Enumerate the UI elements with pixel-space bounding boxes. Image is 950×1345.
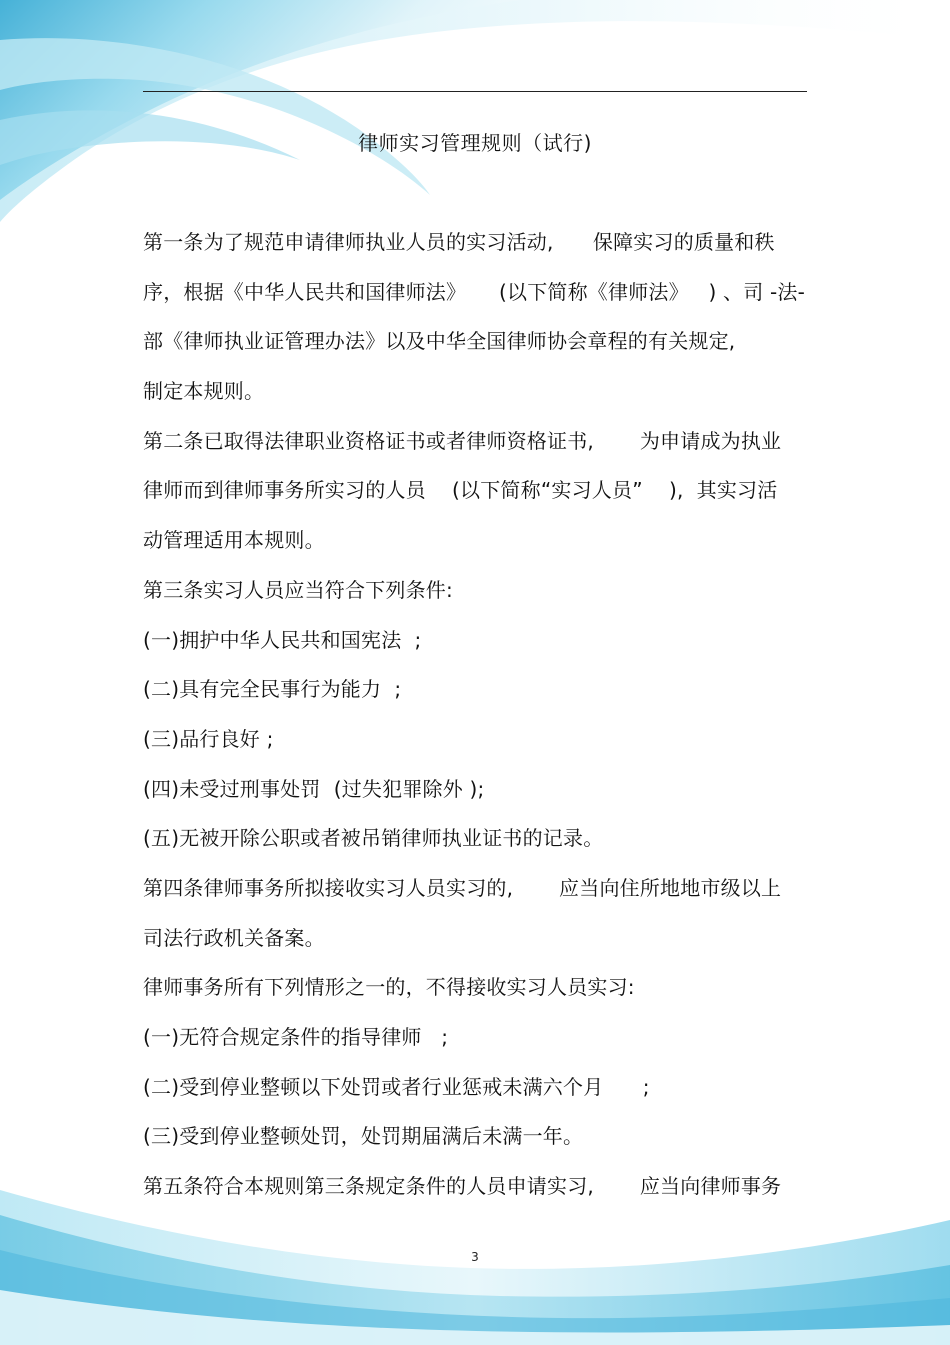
text-line: (二)具有完全民事行为能力 ; (143, 677, 402, 702)
page-number: 3 (471, 1250, 479, 1264)
text-line: 部《律师执业证管理办法》以及中华全国律师协会章程的有关规定, (143, 329, 736, 354)
text-line: 制定本规则。 (143, 379, 265, 404)
text-line: (三)品行良好 ; (143, 726, 274, 751)
text-line: 第一条为了规范申请律师执业人员的实习活动, 保障实习的质量和秩 (143, 230, 775, 254)
text-line: (一)拥护中华人民共和国宪法 ; (143, 627, 422, 652)
document-body (143, 224, 813, 1218)
text-line: 律师而到律师事务所实习的人员 (以下简称“实习人员” ), 其实习活 (143, 478, 778, 503)
text-line: (四)未受过刑事处罚 (过失犯罪除外 ); (143, 776, 485, 801)
text-line: 第二条已取得法律职业资格证书或者律师资格证书, 为申请成为执业 (143, 428, 782, 453)
text-line: (二)受到停业整顿以下处罚或者行业惩戒未满六个月 ; (143, 1074, 650, 1099)
text-line: 第五条符合本规则第三条规定条件的人员申请实习, 应当向律师事务 (143, 1174, 782, 1199)
text-line: 动管理适用本规则。 (143, 528, 325, 553)
text-line: (五)无被开除公职或者被吊销律师执业证书的记录。 (143, 826, 604, 851)
text-line: 司法行政机关备案。 (143, 925, 325, 950)
text-line: (三)受到停业整顿处罚，处罚期届满后未满一年。 (143, 1124, 584, 1149)
text-line: 第三条实习人员应当符合下列条件: (143, 577, 453, 602)
header-rule (143, 91, 807, 92)
text-line: 律师事务所有下列情形之一的，不得接收实习人员实习: (143, 975, 635, 1000)
document-title: 律师实习管理规则（试行) (358, 131, 592, 155)
text-line: (一)无符合规定条件的指导律师 ; (143, 1025, 449, 1049)
text-line: 序，根据《中华人民共和国律师法》 (以下简称《律师法》 ) 、司 -法- (143, 279, 806, 304)
text-line: 第四条律师事务所拟接收实习人员实习的, 应当向住所地地市级以上 (143, 875, 782, 900)
